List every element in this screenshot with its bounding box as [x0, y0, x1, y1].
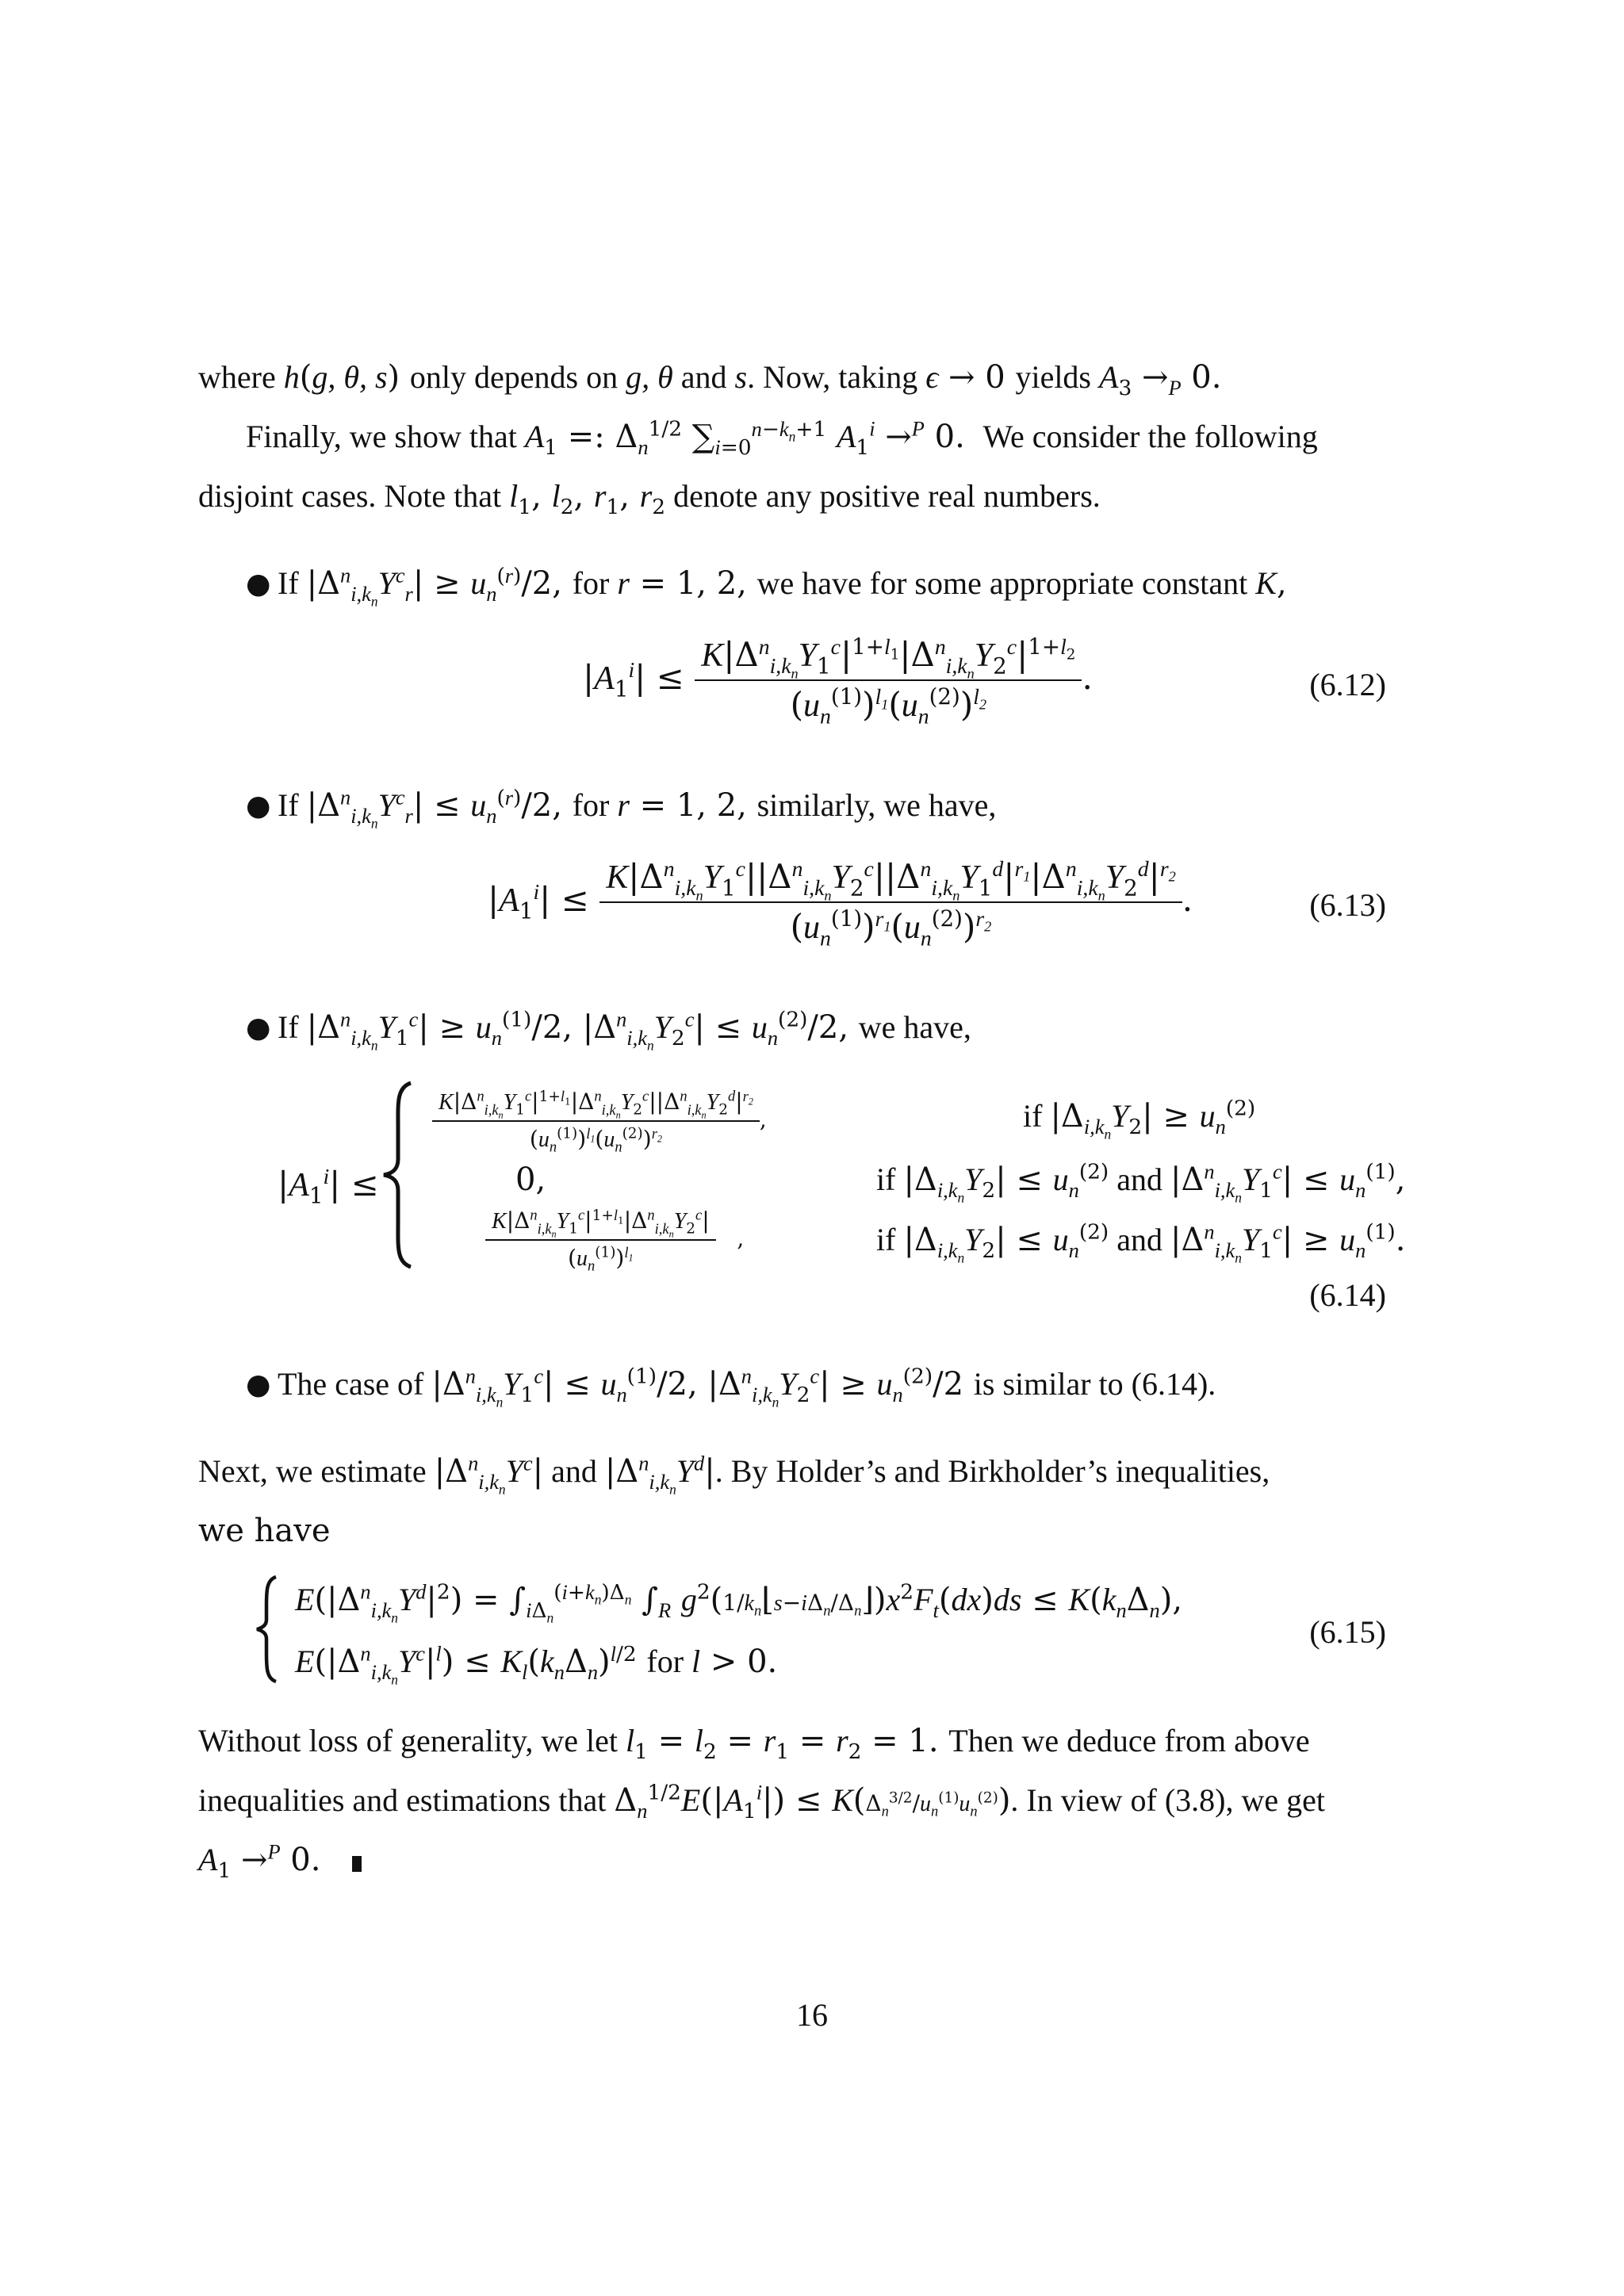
qed-mark	[352, 1856, 362, 1872]
paragraph-line: Next, we estimate $|\Delta^n_{i,k_n}Y^c|$ and $|\Delta^n_{i,k_n}Y^d|$. By Holder’s and Birkholder’s inequalities,	[198, 1451, 1270, 1498]
case-condition-1: if $|\Delta_{i,k_n}Y_2| \ge u_n^{(2)}$	[1023, 1096, 1256, 1142]
left-brace-icon	[379, 1080, 416, 1270]
bullet-icon: ●	[246, 1368, 271, 1401]
equation-6-12: $|A_1^i|$ ≤ $\frac{K|\Delta^n_{i,k_n}Y_1^c|^{1+l_1}|\Delta^n_{i,k_n}Y_2^c|^{1+l_2}}{(u_n^{(1)})^{l_1}(u_n^{(2)})^{l_2}}$ .	[583, 633, 1093, 729]
equation-6-13: $|A_1^i|$ ≤ $\frac{K|\Delta^n_{i,k_n}Y_1^c||\Delta^n_{i,k_n}Y_2^c||\Delta^n_{i,k_n}Y_1^d|^{r_1}|\Delta^n_{i,k_n}Y_2^d|^{r_2}}{(u_n^{(1)})^{r_1}(u_n^{(2)})^{r_2}}$ .	[488, 856, 1193, 951]
equation-number: (6.12)	[1309, 667, 1386, 702]
bullet-icon: ●	[246, 568, 271, 600]
paragraph-line: Finally, we show that $A_1$ =: $\Delta_n^{1/2}$ $\sum_{i=0}^{n-k_n+1}$ $A_1^i \to^P$ 0. We consider the following	[246, 416, 1318, 460]
equation-number: (6.13)	[1309, 887, 1386, 923]
bullet-text: The case of $|\Delta^n_{i,k_n}Y_1^c| \le u_n^{(1)}/2$, $|\Delta^n_{i,k_n}Y_2^c| \ge u_n^{(2)}/2$ is similar to (6.14).	[278, 1364, 1216, 1410]
bullet-icon: ●	[246, 790, 271, 822]
paragraph-line: we have	[198, 1513, 331, 1549]
equation-6-15-line2: $E(|\Delta^n_{i,k_n}Y^c|^l) \le K_l(k_n\Delta_n)^{l/2}$ for l > 0.	[295, 1641, 778, 1688]
bullet-text: If $|\Delta^n_{i,k_n}Y_1^c| \ge u_n^{(1)}/2$, $|\Delta^n_{i,k_n}Y_2^c| \le u_n^{(2)}/2$, we have,	[278, 1007, 971, 1054]
case-fraction-3: $\frac{K|\Delta^n_{i,k_n}Y_1^c|^{1+l_1}|\Delta^n_{i,k_n}Y_2^c|}{(u_n^{(1)})^{l_1}}$ ,	[485, 1207, 744, 1273]
paragraph-line: where h(g, θ, s) only depends on g, θ and s. Now, taking ϵ → 0 yields $A_3 \to_P$ 0.	[198, 359, 1222, 400]
case-zero: 0,	[515, 1161, 546, 1198]
case-condition-2: if $|\Delta_{i,k_n}Y_2| \le u_n^{(2)}$ and $|\Delta^n_{i,k_n}Y_1^c| \le u_n^{(1)}$,	[876, 1159, 1406, 1206]
bullet-icon: ●	[246, 1012, 271, 1044]
equation-number: (6.14)	[1309, 1277, 1386, 1313]
equation-6-14-lhs: $|A_1^i|$ ≤	[278, 1164, 379, 1209]
paragraph-line: inequalities and estimations that $\Delta_n^{1/2}E(|A_1^i|) \le K(\Delta_n^{3/2}/u_n^{(1)}u_n^{(2)})$. In view of (3.8), we get	[198, 1780, 1325, 1823]
paragraph-line: disjoint cases. Note that $l_1$, $l_2$, $r_1$, $r_2$ denote any positive real numbers.	[198, 478, 1101, 519]
bullet-text: If $|\Delta^n_{i,k_n}Y^c_r| \ge u_n^{(r)}/2$, for r = 1, 2, we have for some appropriate constant K,	[278, 563, 1287, 610]
left-brace-icon	[252, 1574, 281, 1685]
case-fraction-1: $\frac{K|\Delta^n_{i,k_n}Y_1^c|^{1+l_1}|\Delta^n_{i,k_n}Y_2^c||\Delta^n_{i,k_n}Y_2^d|^{r_2}}{(u_n^{(1)})^{l_1}(u_n^{(2)})^{r_2}}$ ,	[432, 1088, 767, 1154]
case-condition-3: if $|\Delta_{i,k_n}Y_2| \le u_n^{(2)}$ and $|\Delta^n_{i,k_n}Y_1^c| \ge u_n^{(1)}$.	[876, 1219, 1406, 1266]
page-number: 16	[796, 1997, 828, 2033]
paragraph-line: $A_1 \to^P$ 0.	[198, 1839, 362, 1881]
equation-6-15-line1: $E(|\Delta^n_{i,k_n}Y^d|^2) = \int_{i\Delta_n}^{(i+k_n)\Delta_n}$ $\int_R$ $g^2(1/k_n⌊s-i\Delta_n/\Delta_n⌋)x^2F_t(dx)ds \le K(k_n\Delta_n)$,	[295, 1579, 1183, 1626]
bullet-text: If $|\Delta^n_{i,k_n}Y^c_r| \le u_n^{(r)}/2$, for r = 1, 2, similarly, we have,	[278, 785, 997, 832]
equation-number: (6.15)	[1309, 1614, 1386, 1650]
paragraph-line: Without loss of generality, we let $l_1 = l_2 = r_1 = r_2 = 1$. Then we deduce from above	[198, 1723, 1310, 1764]
